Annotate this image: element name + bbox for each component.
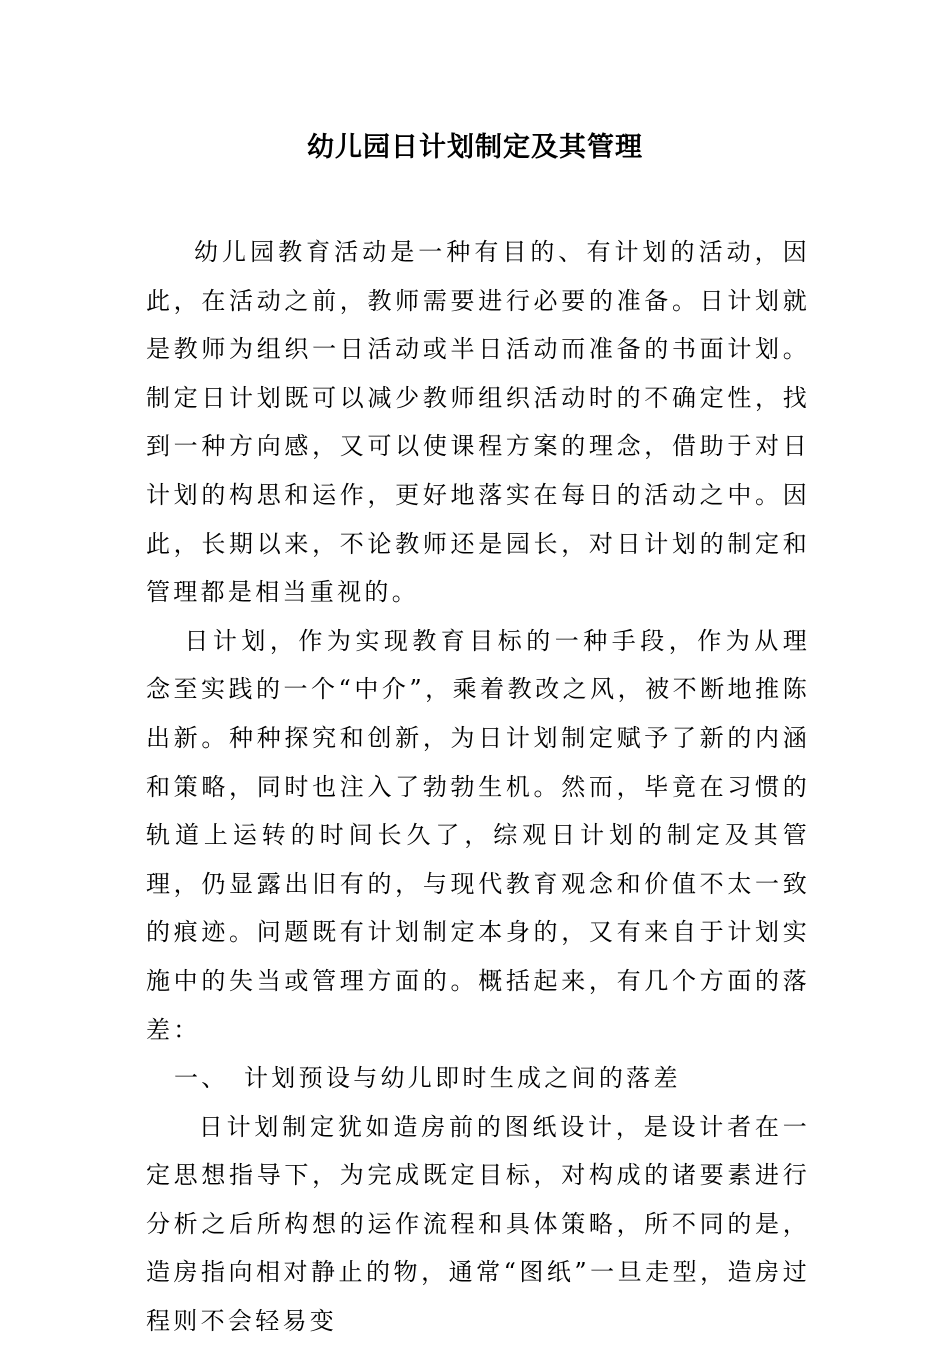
paragraph-1: 幼儿园教育活动是一种有目的、有计划的活动，因此，在活动之前，教师需要进行必要的准备。日计划就是教师为组织一日活动或半日活动而准备的书面计划。制定日计划既可以减少教师组织活动时的不确定性，找到一种方向感，又可以使课程方案的理念，借助于对日计划的构思和运作，更好地落实在每日的活动之中。因此，长期以来，不论教师还是园长，对日计划的制定和管理都是相当重视的。 — [146, 238, 810, 607]
section-number: 一、 — [174, 1064, 229, 1093]
section-heading-text: 计划预设与幼儿即时生成之间的落差 — [244, 1064, 681, 1093]
section-heading-1 — [146, 1054, 810, 1103]
paragraph-2: 日计划，作为实现教育目标的一种手段，作为从理念至实践的一个“中介”，乘着教改之风，被不断地推陈出新。种种探究和创新，为日计划制定赋予了新的内涵和策略，同时也注入了勃勃生机。然而，毕竟在习惯的轨道上运转的时间长久了，综观日计划的制定及其管理，仍显露出旧有的，与现代教育观念和价值不太一致的痕迹。问题既有计划制定本身的，又有来自于计划实施中的失当或管理方面的。概括起来，有几个方面的落差： — [146, 626, 810, 1044]
document-title: 幼儿园日计划制定及其管理 — [307, 132, 643, 163]
document-body — [146, 228, 810, 1346]
paragraph-3: 日计划制定犹如造房前的图纸设计，是设计者在一定思想指导下，为完成既定目标，对构成的诸要素进行分析之后所构想的运作流程和具体策略，所不同的是，造房指向相对静止的物，通常“图纸”一旦走型，造房过程则不会轻易变 — [146, 1112, 810, 1336]
